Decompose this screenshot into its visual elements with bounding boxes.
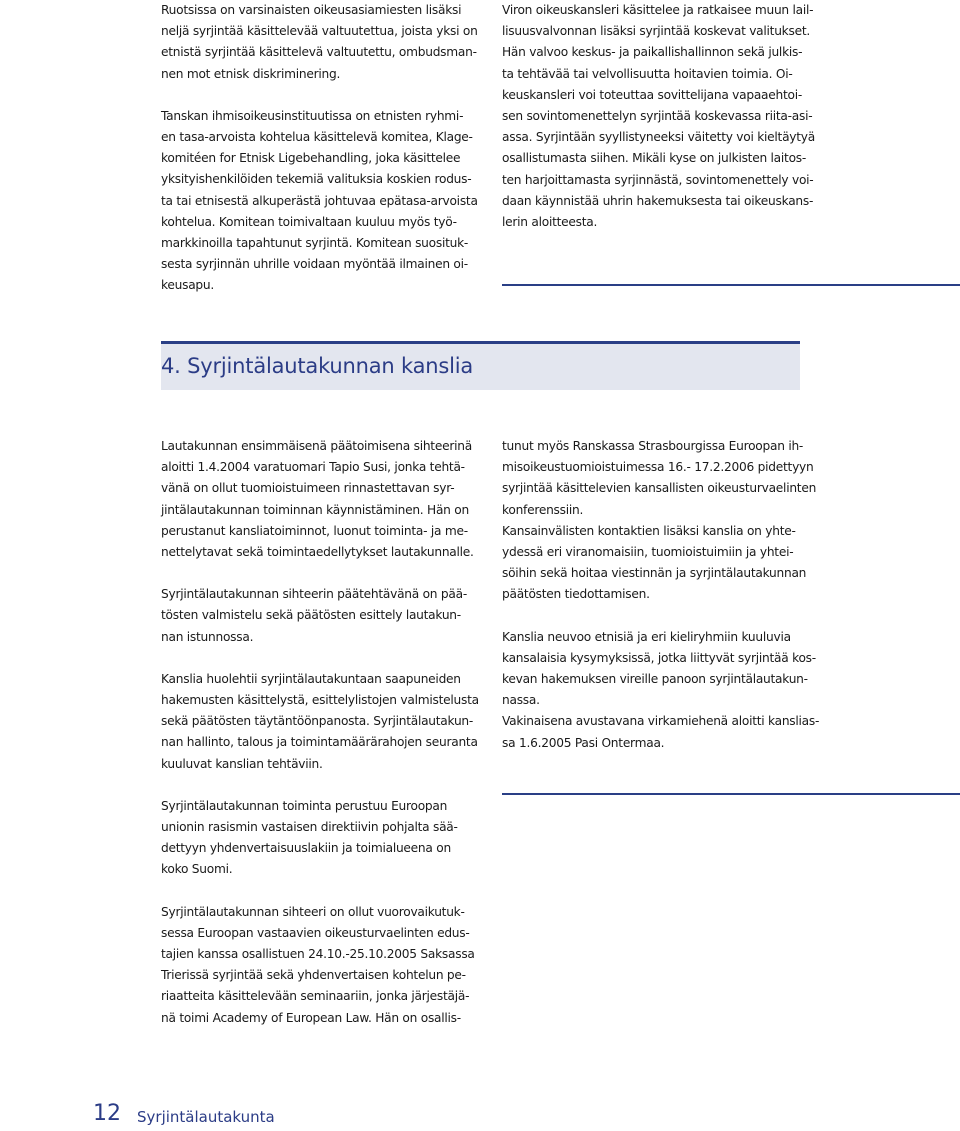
- text-line: keuskansleri voi toteuttaa sovittelijana vapaaehtoi-: [502, 87, 803, 102]
- paragraph-legal-basis: [161, 796, 461, 881]
- text-line: komitéen for Etnisk Ligebehandling, joka käsittelee: [161, 151, 461, 166]
- text-line: daan käynnistää uhrin hakemuksesta tai oikeuskans-: [502, 193, 814, 208]
- paragraph-secretary-duties: [161, 584, 467, 648]
- top-left-column: [161, 0, 478, 297]
- text-line: jintälautakunnan toiminnan käynnistäminen. Hän on: [161, 502, 469, 517]
- section-heading: 4. Syrjintälautakunnan kanslia: [161, 354, 474, 378]
- text-line: Kanslia huolehtii syrjintälautakuntaan saapuneiden: [161, 671, 461, 686]
- text-line: vänä on ollut tuomioistuimeen rinnastettavan syr-: [161, 481, 455, 496]
- text-line: nettelytavat sekä toimintaedellytykset lautakunnalle.: [161, 545, 474, 560]
- page-number: 12: [93, 1101, 121, 1126]
- text-line: tunut myös Ranskassa Strasbourgissa Euroopan ih-: [502, 439, 804, 453]
- text-line: kuuluvat kanslian tehtäviin.: [161, 756, 323, 771]
- column-end-rule: [502, 793, 960, 795]
- text-line: assa. Syrjintään syyllistyneeksi väitetty voi kieltäytyä: [502, 130, 815, 145]
- text-line: Kanslia neuvoo etnisiä ja eri kieliryhmiin kuuluvia: [502, 629, 791, 644]
- paragraph-international-contacts: [161, 902, 475, 1029]
- paragraph-office-tasks: [161, 669, 479, 775]
- text-line: etnistä syrjintää käsittelevä valtuutettu, ombudsman-: [161, 45, 477, 60]
- text-line: riaatteita käsittelevään seminaariin, jonka järjestäjä-: [161, 989, 470, 1004]
- text-line: yksityishenkilöiden tekemiä valituksia koskien rodus-: [161, 172, 472, 187]
- text-line: koko Suomi.: [161, 862, 233, 877]
- text-line: lisuusvalvonnan lisäksi syrjintää koskevat valitukset.: [502, 24, 810, 39]
- text-line: Ruotsissa on varsinaisten oikeusasiamiesten lisäksi: [161, 3, 462, 17]
- text-line: aloitti 1.4.2004 varatuomari Tapio Susi, jonka tehtä-: [161, 460, 465, 475]
- bottom-left-column: [161, 436, 479, 1029]
- text-line: Tanskan ihmisoikeusinstituutissa on etnisten ryhmi-: [161, 108, 464, 123]
- text-line: neljä syrjintää käsittelevää valtuutettua, joista yksi on: [161, 24, 478, 39]
- text-line: keusapu.: [161, 278, 214, 293]
- text-line: päätösten tiedottamisen.: [502, 587, 650, 602]
- text-line: kansalaisia kysymyksissä, jotka liittyvät syrjintää kos-: [502, 650, 816, 665]
- paragraph-first-secretary: [161, 436, 474, 563]
- text-line: kohtelua. Komitean toimivaltaan kuuluu myös työ-: [161, 214, 457, 229]
- text-line: ta tai etnisestä alkuperästä johtuvaa epätasa-arvoista: [161, 193, 478, 208]
- text-line: perustanut kansliatoiminnot, luonut toiminta- ja me-: [161, 523, 468, 538]
- section-heading-band: [161, 341, 800, 390]
- text-line: Syrjintälautakunnan toiminta perustuu Euroopan: [161, 798, 448, 813]
- text-line: markkinoilla tapahtunut syrjintä. Komitean suosituk-: [161, 236, 469, 251]
- text-line: sa 1.6.2005 Pasi Ontermaa.: [502, 735, 665, 750]
- text-line: Trierissä syrjintää sekä yhdenvertaisen kohtelun pe-: [161, 968, 466, 983]
- text-line: Syrjintälautakunnan sihteeri on ollut vuorovaikutuk-: [161, 904, 465, 919]
- paragraph-strasbourg-conference: [502, 436, 817, 606]
- text-line: nen mot etnisk diskriminering.: [161, 66, 341, 81]
- paragraph-sweden: [161, 0, 478, 85]
- text-line: Viron oikeuskansleri käsittelee ja ratkaisee muun lail-: [502, 3, 814, 17]
- section-end-rule: [502, 284, 960, 286]
- text-line: söihin sekä hoitaa viestinnän ja syrjintälautakunnan: [502, 566, 807, 581]
- text-line: ten harjoittamasta syrjinnästä, sovintomenettely voi-: [502, 172, 814, 187]
- paragraph-estonia: [502, 0, 815, 233]
- top-right-column: [502, 0, 815, 233]
- text-line: misoikeustuomioistuimessa 16.- 17.2.2006 pidettyyn: [502, 460, 814, 475]
- text-line: syrjintää käsittelevien kansallisten oikeusturvaelinten: [502, 481, 817, 496]
- text-line: nan istunnossa.: [161, 629, 254, 644]
- text-line: sekä päätösten täytäntöönpanosta. Syrjintälautakun-: [161, 714, 474, 729]
- text-line: ta tehtävää tai velvollisuutta hoitavien toimia. Oi-: [502, 66, 793, 81]
- text-line: dettyyn yhdenvertaisuuslakiin ja toimialueena on: [161, 841, 451, 856]
- text-line: konferenssiin.: [502, 502, 584, 517]
- paragraph-advice: [502, 627, 820, 754]
- text-line: Hän valvoo keskus- ja paikallishallinnon sekä julkis-: [502, 45, 803, 60]
- text-line: tösten valmistelu sekä päätösten esittely lautakun-: [161, 608, 461, 623]
- text-line: tajien kanssa osallistuen 24.10.-25.10.2005 Saksassa: [161, 947, 475, 962]
- text-line: en tasa-arvoista kohtelua käsittelevä komitea, Klage-: [161, 130, 473, 145]
- text-line: nassa.: [502, 693, 540, 708]
- text-line: nä toimi Academy of European Law. Hän on osallis-: [161, 1010, 461, 1025]
- text-line: Lautakunnan ensimmäisenä päätoimisena sihteerinä: [161, 439, 472, 453]
- footer-publication-name: Syrjintälautakunta: [137, 1108, 275, 1126]
- bottom-right-column: [502, 436, 820, 754]
- text-line: Kansainvälisten kontaktien lisäksi kanslia on yhte-: [502, 523, 796, 538]
- text-line: sen sovintomenettelyn syrjintää koskevassa riita-asi-: [502, 109, 813, 124]
- text-line: hakemusten käsittelystä, esittelylistojen valmistelusta: [161, 693, 479, 708]
- text-line: lerin aloitteesta.: [502, 215, 598, 230]
- text-line: unionin rasismin vastaisen direktiivin pohjalta sää-: [161, 820, 458, 835]
- text-line: nan hallinto, talous ja toimintamäärärahojen seuranta: [161, 735, 478, 750]
- text-line: Vakinaisena avustavana virkamiehenä aloitti kanslias-: [502, 714, 820, 729]
- text-line: Syrjintälautakunnan sihteerin päätehtävänä on pää-: [161, 587, 467, 602]
- text-line: sessa Euroopan vastaavien oikeusturvaelinten edus-: [161, 925, 470, 940]
- text-line: sesta syrjinnän uhrille voidaan myöntää ilmainen oi-: [161, 257, 468, 272]
- text-line: kevan hakemuksen vireille panoon syrjintälautakun-: [502, 672, 808, 687]
- paragraph-denmark: [161, 106, 478, 297]
- text-line: ydessä eri viranomaisiin, tuomioistuimiin ja yhtei-: [502, 545, 794, 560]
- text-line: osallistumasta siihen. Mikäli kyse on julkisten laitos-: [502, 151, 807, 166]
